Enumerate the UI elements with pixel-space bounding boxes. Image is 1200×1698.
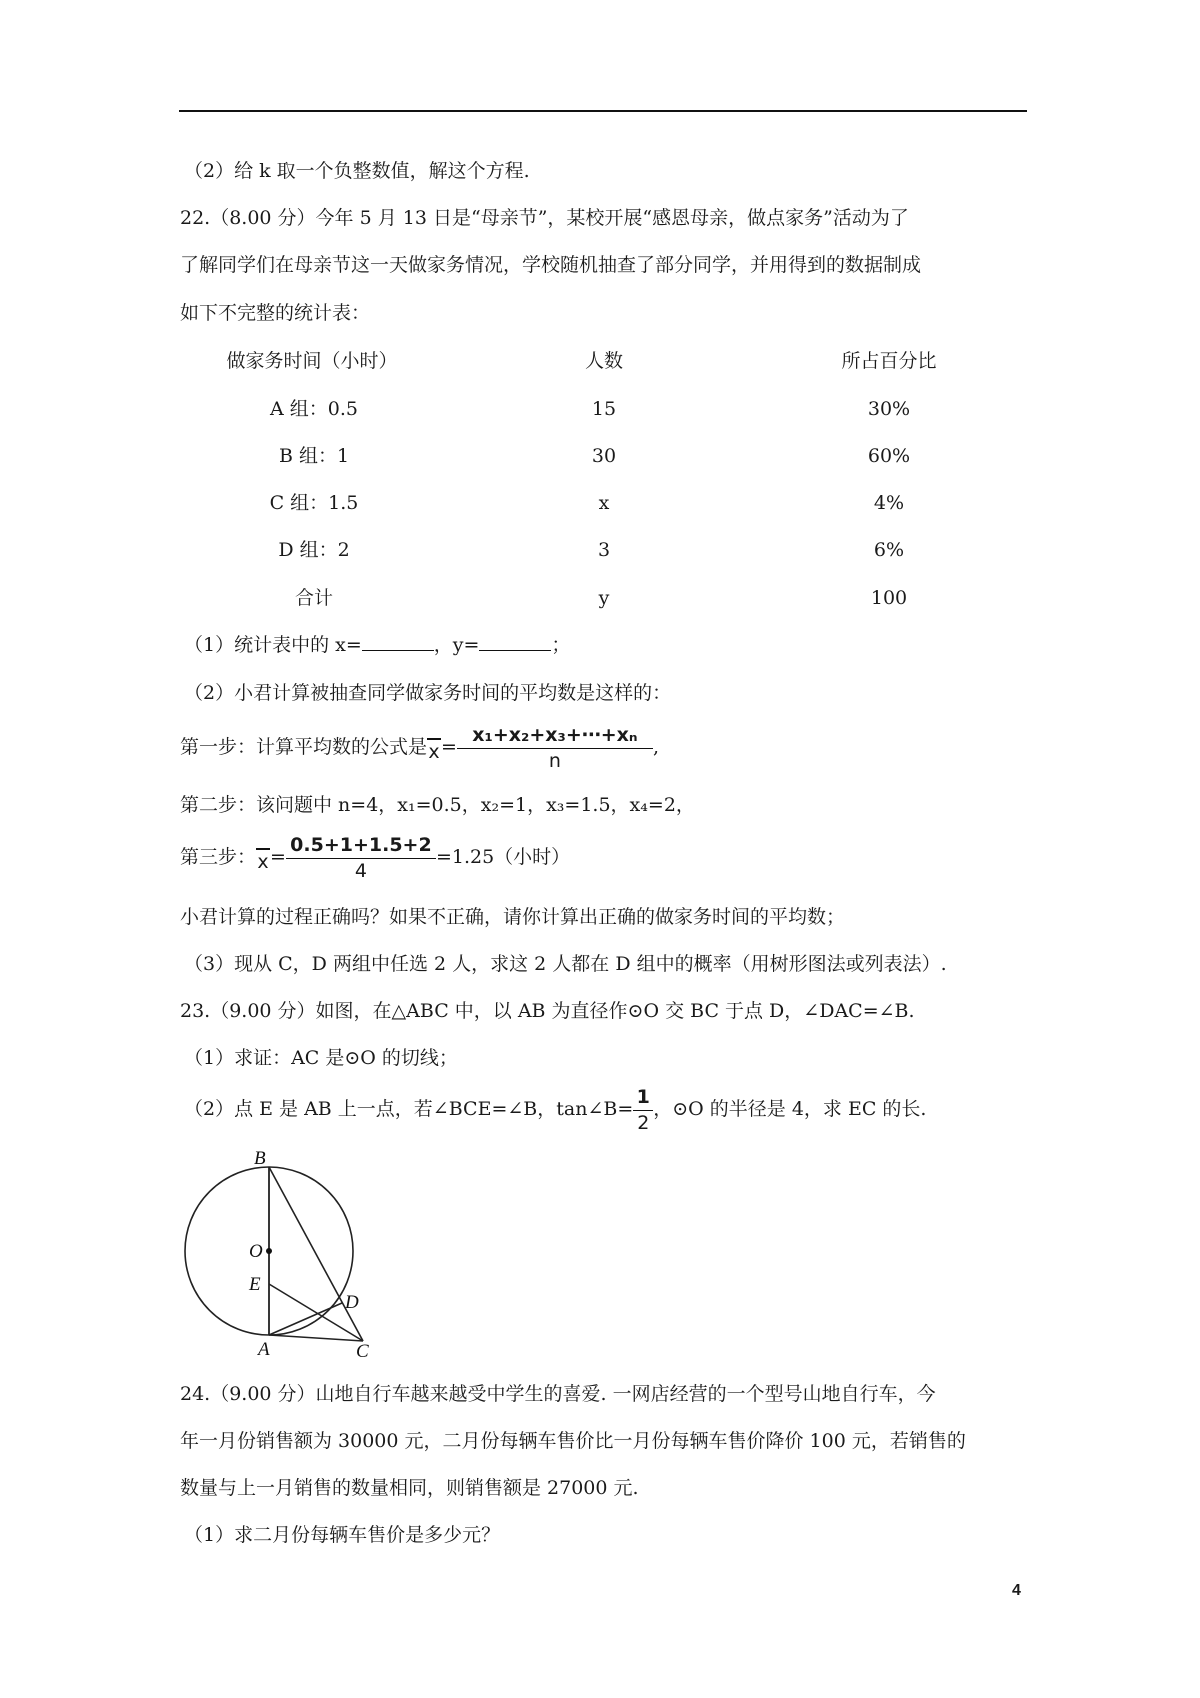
q23-part1: （1）求证：AC 是⊙O 的切线； xyxy=(184,1047,458,1069)
center-point-o xyxy=(266,1248,272,1254)
q24-stem-line3: 数量与上一月销售的数量相同，则销售额是 27000 元. xyxy=(180,1477,639,1499)
table-cell: B 组：1 xyxy=(278,445,350,467)
table-cell: 4% xyxy=(873,492,905,514)
table-cell: 100 xyxy=(870,587,908,609)
table-header-time: 做家务时间（小时） xyxy=(226,350,398,372)
fraction-denominator: 4 xyxy=(354,860,367,882)
mean-x: x xyxy=(428,740,440,763)
table-cell: 30% xyxy=(867,398,911,420)
segment-ad xyxy=(269,1303,342,1335)
mean-symbol xyxy=(256,848,270,873)
q22-part1-text: （1）统计表中的 x= xyxy=(184,634,362,656)
q23-stem: 23.（9.00 分）如图，在△ABC 中，以 AB 为直径作⊙O 交 BC 于点 D，∠DAC=∠B. xyxy=(180,1000,915,1022)
q23-part2-text: （2）点 E 是 AB 上一点，若∠BCE=∠B，tan∠B= xyxy=(184,1098,634,1120)
table-cell: x xyxy=(598,492,610,514)
table-cell: y xyxy=(598,587,610,609)
label-b: B xyxy=(254,1148,266,1169)
equals: = xyxy=(270,846,286,868)
q22-part2: （2）小君计算被抽查同学做家务时间的平均数是这样的： xyxy=(184,682,672,704)
label-e: E xyxy=(249,1274,261,1295)
q22-stem-line2: 了解同学们在母亲节这一天做家务情况，学校随机抽查了部分同学，并用得到的数据制成 xyxy=(180,254,922,276)
q22-part2-question: 小君计算的过程正确吗？如果不正确，请你计算出正确的做家务时间的平均数； xyxy=(180,906,846,928)
label-d: D xyxy=(345,1292,359,1313)
fraction-denominator: n xyxy=(548,750,561,772)
equals: = xyxy=(441,736,457,758)
header-rule xyxy=(179,110,1027,112)
mean-value-fraction xyxy=(286,833,436,883)
table-cell: C 组：1.5 xyxy=(269,492,359,514)
table-cell: 合计 xyxy=(294,587,334,609)
q24-stem-line2: 年一月份销售额为 30000 元，二月份每辆车售价比一月份每辆车售价降价 100 元，若销售的 xyxy=(180,1430,966,1452)
geometry-figure xyxy=(170,1140,380,1360)
fraction-numerator: 0.5+1+1.5+2 xyxy=(286,833,436,859)
fraction-denominator: 2 xyxy=(637,1112,650,1134)
table-cell: 6% xyxy=(873,539,905,561)
mean-symbol xyxy=(427,738,441,763)
step2-line: 第二步：该问题中 n=4，x₁=0.5，x₂=1，x₃=1.5，x₄=2， xyxy=(180,794,695,816)
q23-part2-text: ，⊙O 的半径是 4，求 EC 的长. xyxy=(653,1098,927,1120)
label-a: A xyxy=(258,1339,270,1360)
fraction-numerator: x₁+x₂+x₃+⋯+xₙ xyxy=(457,723,653,749)
table-cell: 3 xyxy=(597,539,611,561)
q22-part1-text: ； xyxy=(551,634,571,656)
q22-part1 xyxy=(184,632,570,658)
q24-part1: （1）求二月份每辆车售价是多少元？ xyxy=(184,1524,501,1546)
answer-blank-x xyxy=(362,632,434,651)
table-cell: 15 xyxy=(591,398,617,420)
table-header-percent: 所占百分比 xyxy=(841,350,937,372)
tan-fraction xyxy=(633,1085,653,1135)
label-c: C xyxy=(356,1341,369,1360)
step3-text: 第三步： xyxy=(180,846,257,868)
segment-ac xyxy=(269,1335,363,1341)
mean-formula-fraction xyxy=(457,723,653,773)
q22-part1-text: ，y= xyxy=(433,634,480,656)
q21-part2: （2）给 k 取一个负整数值，解这个方程. xyxy=(184,160,530,182)
page-number: 4 xyxy=(1012,1582,1021,1599)
step1-text: 第一步：计算平均数的公式是 xyxy=(180,736,428,758)
table-cell: A 组：0.5 xyxy=(270,398,358,420)
step1-line xyxy=(180,720,659,774)
step1-end: , xyxy=(652,736,659,758)
table-cell: D 组：2 xyxy=(278,539,350,561)
answer-blank-y xyxy=(479,632,551,651)
q24-stem-line1: 24.（9.00 分）山地自行车越来越受中学生的喜爱. 一网店经营的一个型号山地自行车，今 xyxy=(180,1383,936,1405)
step3-end: =1.25（小时） xyxy=(435,846,571,868)
q23-part2 xyxy=(184,1082,926,1136)
table-header-count: 人数 xyxy=(584,350,624,372)
q22-part3: （3）现从 C，D 两组中任选 2 人，求这 2 人都在 D 组中的概率（用树形图法或列表法）. xyxy=(184,953,947,975)
step3-line xyxy=(180,830,570,884)
label-o: O xyxy=(249,1241,263,1262)
table-cell: 60% xyxy=(867,445,911,467)
q22-stem-line1: 22.（8.00 分）今年 5 月 13 日是“母亲节”，某校开展“感恩母亲，做点家务”活动为了 xyxy=(180,207,909,229)
fraction-numerator: 1 xyxy=(633,1085,653,1111)
q22-stem-line3: 如下不完整的统计表： xyxy=(180,302,371,324)
table-cell: 30 xyxy=(591,445,617,467)
mean-x: x xyxy=(257,850,269,873)
